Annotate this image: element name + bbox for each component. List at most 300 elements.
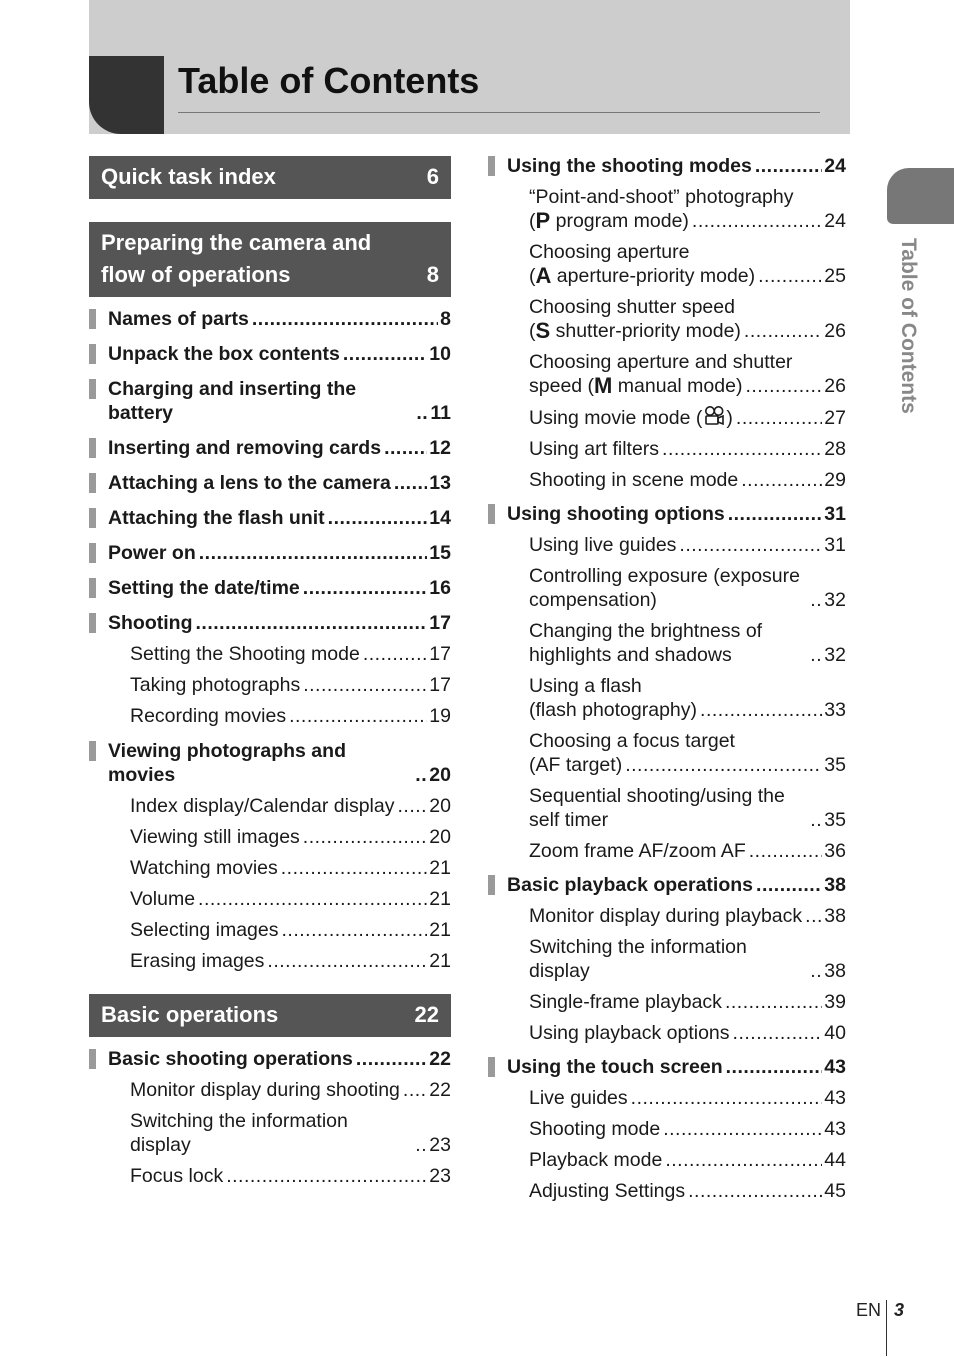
- toc-entry-line: [89, 541, 451, 565]
- toc-entry-line: [488, 935, 846, 983]
- section-header: [89, 222, 451, 297]
- toc-sub-entry: [89, 673, 451, 697]
- toc-entry-text: Using live guides: [529, 534, 677, 556]
- toc-entry-title: [529, 405, 733, 430]
- toc-entry-line: [488, 784, 846, 832]
- toc-entry-title: [529, 935, 807, 983]
- toc-entry-text: Shooting: [108, 612, 193, 634]
- toc-entry-text: Using playback options: [529, 1022, 730, 1044]
- footer-divider: [886, 1300, 887, 1356]
- toc-entry-text: Using the touch screen: [507, 1056, 723, 1078]
- toc-entry-text: Sequential shooting/using the self timer: [529, 785, 785, 831]
- toc-sub-entry: [89, 887, 451, 911]
- dot-leader: [810, 588, 822, 612]
- toc-entry-line: [89, 949, 451, 973]
- toc-entry-line: [488, 502, 846, 526]
- dot-leader: [810, 643, 822, 667]
- toc-entry-line: [89, 825, 451, 849]
- toc-main-entry: [488, 502, 846, 526]
- toc-entry-text: (AF target): [529, 754, 623, 776]
- toc-sub-entry: [89, 704, 451, 728]
- toc-entry-page: 35: [824, 754, 846, 776]
- toc-entry-title: [108, 307, 249, 331]
- toc-sub-entry: [488, 990, 846, 1014]
- toc-entry-line: [488, 753, 846, 777]
- toc-entry-page: 31: [824, 503, 846, 525]
- toc-entry-text: Viewing still images: [130, 826, 300, 848]
- toc-entry-line: [488, 619, 846, 667]
- toc-entry-first-line: Choosing shutter speed: [529, 296, 735, 318]
- left-column: [89, 156, 451, 1188]
- dot-leader: [198, 887, 427, 911]
- toc-entry-page: 32: [824, 644, 846, 666]
- toc-entry-title: [130, 918, 279, 942]
- dot-leader: [303, 673, 427, 697]
- dot-leader: [343, 342, 427, 366]
- toc-entry-title: [108, 611, 192, 635]
- toc-entry-page: 22: [429, 1079, 451, 1101]
- toc-entry-first-line: Choosing a focus target: [529, 730, 735, 752]
- toc-entry-text: Live guides: [529, 1087, 628, 1109]
- dot-leader: [725, 990, 822, 1014]
- toc-entry-line: [89, 918, 451, 942]
- toc-entry-text: Inserting and removing cards: [108, 437, 382, 459]
- toc-entry-text: Monitor display during shooting: [130, 1079, 400, 1101]
- toc-sub-entry: [488, 784, 846, 832]
- section-page: 22: [414, 1002, 439, 1027]
- toc-entry-title: [529, 319, 741, 343]
- toc-entry-page: 21: [429, 919, 451, 941]
- toc-entry-page: 20: [429, 795, 451, 817]
- toc-entry-title: [529, 1117, 660, 1141]
- toc-entry-text: aperture-priority mode): [551, 265, 756, 287]
- title-rule: [178, 112, 820, 113]
- toc-entry-line: [488, 904, 846, 928]
- toc-entry-text: Setting the Shooting mode: [130, 643, 360, 665]
- toc-sub-entry: [488, 350, 846, 398]
- toc-entry-page: 35: [824, 809, 846, 831]
- toc-entry-title: [529, 904, 802, 928]
- toc-section: [89, 222, 451, 973]
- side-chapter-tab: [887, 168, 954, 224]
- toc-main-entry: [89, 1047, 451, 1071]
- toc-entry-title: [529, 468, 738, 492]
- toc-sub-entry: [488, 405, 846, 430]
- toc-entry-text: Basic playback operations: [507, 874, 754, 896]
- section-header: [89, 994, 451, 1037]
- dot-leader: [728, 502, 823, 526]
- dot-leader: [328, 506, 428, 530]
- dot-leader: [736, 406, 822, 430]
- toc-entry-line: [89, 887, 451, 911]
- toc-entry-prefix: (: [529, 265, 536, 287]
- toc-entry-text: Using art filters: [529, 438, 660, 460]
- dot-leader: [663, 1117, 822, 1141]
- toc-entry-page: 43: [824, 1056, 846, 1078]
- toc-entry-title: [108, 471, 391, 495]
- toc-entry-title: [529, 564, 807, 612]
- dot-leader: [625, 753, 822, 777]
- toc-sub-entry: [488, 674, 846, 722]
- toc-entry-text: Playback mode: [529, 1149, 663, 1171]
- dot-leader: [665, 1148, 822, 1172]
- dot-leader: [679, 533, 822, 557]
- toc-entry-text: Unpack the box contents: [108, 343, 340, 365]
- toc-entry-page: 44: [824, 1149, 846, 1171]
- toc-main-entry: [488, 1055, 846, 1079]
- toc-sub-entry: [89, 949, 451, 973]
- toc-entry-text: Basic shooting operations: [108, 1048, 353, 1070]
- toc-entry-page: 21: [429, 888, 451, 910]
- toc-entry-title: [108, 739, 412, 787]
- toc-entry-text: Monitor display during playback: [529, 905, 803, 927]
- dot-leader: [810, 959, 822, 983]
- toc-main-entry: [89, 342, 451, 366]
- footer-language: EN: [856, 1300, 882, 1320]
- dot-leader: [282, 918, 428, 942]
- toc-entry-line: [89, 856, 451, 880]
- toc-entry-page: 24: [824, 155, 846, 177]
- toc-entry-first-line: Choosing aperture: [529, 241, 690, 263]
- toc-section: [89, 994, 451, 1188]
- dot-leader: [733, 1021, 823, 1045]
- toc-entry-line: [488, 1148, 846, 1172]
- dot-leader: [700, 698, 822, 722]
- toc-entry-line: [488, 264, 846, 288]
- toc-main-entry: [89, 576, 451, 600]
- toc-entry-title: [108, 541, 196, 565]
- toc-entry-title: [130, 856, 278, 880]
- toc-sub-entry: [488, 619, 846, 667]
- toc-entry-line: [488, 209, 846, 233]
- toc-entry-prefix: (: [529, 210, 536, 232]
- toc-entry-title: [130, 1109, 412, 1157]
- toc-entry-text: Using shooting options: [507, 503, 725, 525]
- toc-entry-page: 17: [429, 612, 451, 634]
- toc-entry-text: Shooting mode: [529, 1118, 661, 1140]
- toc-sub-entry: [488, 935, 846, 983]
- toc-entry-page: 14: [429, 507, 451, 529]
- toc-entry-text: Attaching a lens to the camera: [108, 472, 391, 494]
- toc-sub-entry: [488, 564, 846, 612]
- toc-entry-line: [488, 437, 846, 461]
- toc-entry-text: Names of parts: [108, 308, 249, 330]
- dot-leader: [741, 468, 822, 492]
- page-title: Table of Contents: [178, 60, 480, 101]
- toc-sub-entry: [89, 825, 451, 849]
- toc-sub-entry: [488, 1117, 846, 1141]
- dot-leader: [363, 642, 427, 666]
- toc-entry-prefix: speed (: [529, 375, 595, 397]
- toc-entry-line: [89, 342, 451, 366]
- toc-sub-entry: [488, 1086, 846, 1110]
- dot-leader: [755, 154, 822, 178]
- toc-entry-text: Switching the information display: [130, 1110, 348, 1156]
- toc-entry-title: [108, 377, 413, 425]
- toc-entry-title: [529, 1148, 662, 1172]
- toc-entry-title: [130, 794, 395, 818]
- toc-entry-title: [507, 1055, 723, 1079]
- toc-entry-title: [529, 533, 676, 557]
- toc-entry-line: [89, 307, 451, 331]
- dot-leader: [281, 856, 428, 880]
- toc-entry-line: [488, 154, 846, 178]
- toc-entry-text: Setting the date/time: [108, 577, 300, 599]
- dot-leader: [662, 437, 822, 461]
- mode-letter-icon: A: [535, 263, 552, 288]
- toc-sub-entry: [488, 185, 846, 233]
- toc-entry-page: 23: [429, 1165, 451, 1187]
- toc-entry-text: Shooting in scene mode: [529, 469, 739, 491]
- toc-sub-entry: [488, 1148, 846, 1172]
- dot-leader: [289, 704, 427, 728]
- toc-sub-entry: [488, 1021, 846, 1045]
- section-header: [89, 156, 451, 199]
- toc-sub-entry: [488, 839, 846, 863]
- toc-entry-title: [529, 839, 746, 863]
- dot-leader: [303, 576, 428, 600]
- toc-entry-text: Taking photographs: [130, 674, 301, 696]
- toc-entry-line: [488, 873, 846, 897]
- toc-entry-page: 29: [824, 469, 846, 491]
- toc-entry-title: [529, 1021, 730, 1045]
- toc-sub-entry: [488, 904, 846, 928]
- toc-entry-text: Viewing photographs and movies: [108, 740, 346, 786]
- toc-sub-entry: [89, 1078, 451, 1102]
- toc-entry-text: Recording movies: [130, 705, 287, 727]
- page-number: 3: [894, 1300, 905, 1320]
- toc-entry-text: Watching movies: [130, 857, 278, 879]
- dot-leader: [398, 794, 428, 818]
- toc-sub-entry: [89, 642, 451, 666]
- section-title: Preparing the camera and flow of operations: [101, 230, 372, 287]
- toc-entry-title: [108, 1047, 353, 1071]
- toc-entry-page: 11: [430, 402, 451, 424]
- toc-main-entry: [89, 739, 451, 787]
- toc-entry-text: Erasing images: [130, 950, 265, 972]
- toc-entry-first-line: Using a flash: [529, 675, 642, 697]
- toc-entry-line: [89, 1109, 451, 1157]
- toc-entry-line: [488, 1117, 846, 1141]
- mode-letter-icon: S: [535, 318, 551, 343]
- toc-main-entry: [89, 377, 451, 425]
- toc-entry-title: [507, 502, 725, 526]
- toc-entry-line: [488, 374, 846, 398]
- dot-leader: [303, 825, 428, 849]
- dot-leader: [226, 1164, 427, 1188]
- toc-entry-title: [130, 949, 264, 973]
- toc-main-entry: [89, 436, 451, 460]
- toc-entry-page: 25: [824, 265, 846, 287]
- toc-entry-title: [108, 342, 340, 366]
- toc-entry-page: 32: [824, 589, 846, 611]
- toc-entry-line: [89, 611, 451, 635]
- toc-entry-page: 13: [429, 472, 451, 494]
- mode-letter-icon: M: [594, 373, 613, 398]
- toc-entry-first-line: “Point-and-shoot” photography: [529, 186, 794, 208]
- toc-entry-title: [130, 1164, 223, 1188]
- toc-entry-title: [529, 698, 697, 722]
- toc-section: [89, 156, 451, 199]
- toc-entry-text: manual mode): [612, 375, 743, 397]
- toc-sub-entry: [488, 240, 846, 288]
- toc-entry-text: Index display/Calendar display: [130, 795, 395, 817]
- toc-entry-page: 20: [429, 764, 451, 786]
- toc-entry-text: (flash photography): [529, 699, 698, 721]
- toc-entry-title: [529, 1086, 628, 1110]
- toc-entry-page: 19: [429, 705, 451, 727]
- toc-entry-text: Attaching the flash unit: [108, 507, 325, 529]
- toc-sub-entry: [488, 729, 846, 777]
- dot-leader: [403, 1078, 427, 1102]
- toc-entry-page: 33: [824, 699, 846, 721]
- toc-entry-line: [89, 642, 451, 666]
- toc-entry-page: 26: [824, 375, 846, 397]
- toc-sub-entry: [488, 533, 846, 557]
- toc-entry-text: Switching the information display: [529, 936, 747, 982]
- toc-entry-title: [529, 264, 755, 288]
- toc-main-entry: [488, 154, 846, 178]
- toc-sub-entry: [488, 468, 846, 492]
- dot-leader: [195, 611, 427, 635]
- toc-entry-prefix: (: [529, 320, 536, 342]
- toc-entry-title: [529, 784, 807, 832]
- toc-entry-line: [89, 1047, 451, 1071]
- toc-entry-line: [488, 533, 846, 557]
- toc-entry-text: Changing the brightness of highlights and shadows: [529, 620, 763, 666]
- section-page: 6: [426, 164, 439, 189]
- toc-entry-page: 40: [824, 1022, 846, 1044]
- toc-main-entry: [89, 307, 451, 331]
- toc-entry-line: [89, 704, 451, 728]
- toc-entry-text: Volume: [130, 888, 196, 910]
- toc-entry-line: [488, 1021, 846, 1045]
- toc-entry-title: [108, 436, 381, 460]
- toc-entry-page: 24: [824, 210, 846, 232]
- dot-leader: [199, 541, 428, 565]
- dot-leader: [394, 471, 427, 495]
- toc-entry-page: 21: [429, 857, 451, 879]
- toc-entry-line: [488, 698, 846, 722]
- toc-entry-title: [130, 825, 300, 849]
- section-title: Basic operations: [101, 1002, 279, 1027]
- toc-entry-text: Controlling exposure (exposure compensation): [529, 565, 800, 611]
- toc-entry-line: [89, 576, 451, 600]
- dot-leader: [688, 1179, 822, 1203]
- toc-entry-text: Charging and inserting the battery: [108, 378, 357, 424]
- toc-entry-title: [529, 753, 622, 777]
- toc-entry-page: 15: [429, 542, 451, 564]
- dot-leader: [416, 401, 428, 425]
- toc-entry-line: [488, 468, 846, 492]
- dot-leader: [805, 904, 822, 928]
- toc-entry-title: [529, 437, 659, 461]
- toc-entry-text: ): [726, 407, 733, 429]
- toc-entry-text: Adjusting Settings: [529, 1180, 686, 1202]
- toc-entry-page: 10: [429, 343, 451, 365]
- toc-entry-page: 22: [429, 1048, 451, 1070]
- toc-entry-line: [89, 794, 451, 818]
- toc-entry-text: Focus lock: [130, 1165, 224, 1187]
- toc-entry-title: [130, 642, 360, 666]
- toc-entry-title: [529, 990, 722, 1014]
- toc-entry-title: [507, 873, 753, 897]
- toc-sub-entry: [89, 1109, 451, 1157]
- toc-entry-page: 12: [429, 437, 451, 459]
- toc-entry-line: [89, 471, 451, 495]
- dot-leader: [415, 763, 427, 787]
- toc-entry-page: 36: [824, 840, 846, 862]
- toc-entry-page: 45: [824, 1180, 846, 1202]
- dot-leader: [726, 1055, 823, 1079]
- toc-sub-entry: [89, 1164, 451, 1188]
- side-chapter-label: Table of Contents: [897, 238, 920, 414]
- dot-leader: [415, 1133, 427, 1157]
- toc-entry-page: 21: [429, 950, 451, 972]
- toc-entry-page: 27: [824, 407, 846, 429]
- toc-entry-line: [89, 506, 451, 530]
- dot-leader: [631, 1086, 823, 1110]
- right-column: [488, 154, 846, 1203]
- toc-entry-page: 17: [429, 643, 451, 665]
- toc-main-entry: [488, 873, 846, 897]
- toc-entry-text: Power on: [108, 542, 196, 564]
- toc-entry-page: 38: [824, 874, 846, 896]
- dot-leader: [745, 374, 822, 398]
- toc-entry-title: [130, 704, 286, 728]
- section-title: Quick task index: [101, 164, 276, 189]
- toc-entry-page: 43: [824, 1118, 846, 1140]
- toc-entry-page: 16: [429, 577, 451, 599]
- toc-entry-title: [108, 576, 300, 600]
- toc-sub-entry: [89, 794, 451, 818]
- dot-leader: [384, 436, 427, 460]
- toc-entry-page: 38: [824, 960, 846, 982]
- toc-entry-line: [89, 1078, 451, 1102]
- toc-main-entry: [89, 471, 451, 495]
- toc-entry-line: [488, 405, 846, 430]
- movie-mode-icon: [702, 405, 726, 427]
- dot-leader: [267, 949, 427, 973]
- toc-entry-line: [488, 1055, 846, 1079]
- dot-leader: [744, 319, 822, 343]
- toc-entry-line: [89, 436, 451, 460]
- toc-entry-line: [488, 564, 846, 612]
- toc-entry-line: [488, 1179, 846, 1203]
- toc-entry-title: [507, 154, 752, 178]
- dot-leader: [749, 839, 823, 863]
- toc-entry-page: 38: [824, 905, 846, 927]
- mode-letter-icon: P: [535, 208, 551, 233]
- toc-entry-page: 8: [440, 308, 451, 330]
- toc-entry-text: shutter-priority mode): [550, 320, 741, 342]
- header-tab-block: [89, 56, 164, 134]
- toc-entry-line: [89, 673, 451, 697]
- toc-main-entry: [89, 541, 451, 565]
- toc-entry-title: [108, 506, 325, 530]
- toc-entry-page: 26: [824, 320, 846, 342]
- toc-entry-page: 20: [429, 826, 451, 848]
- dot-leader: [756, 873, 822, 897]
- toc-entry-line: [89, 377, 451, 425]
- toc-entry-line: [488, 990, 846, 1014]
- toc-sub-entry: [89, 856, 451, 880]
- toc-entry-page: 39: [824, 991, 846, 1013]
- toc-entry-text: Selecting images: [130, 919, 279, 941]
- toc-entry-line: [488, 319, 846, 343]
- dot-leader: [810, 808, 822, 832]
- toc-sub-entry: [89, 918, 451, 942]
